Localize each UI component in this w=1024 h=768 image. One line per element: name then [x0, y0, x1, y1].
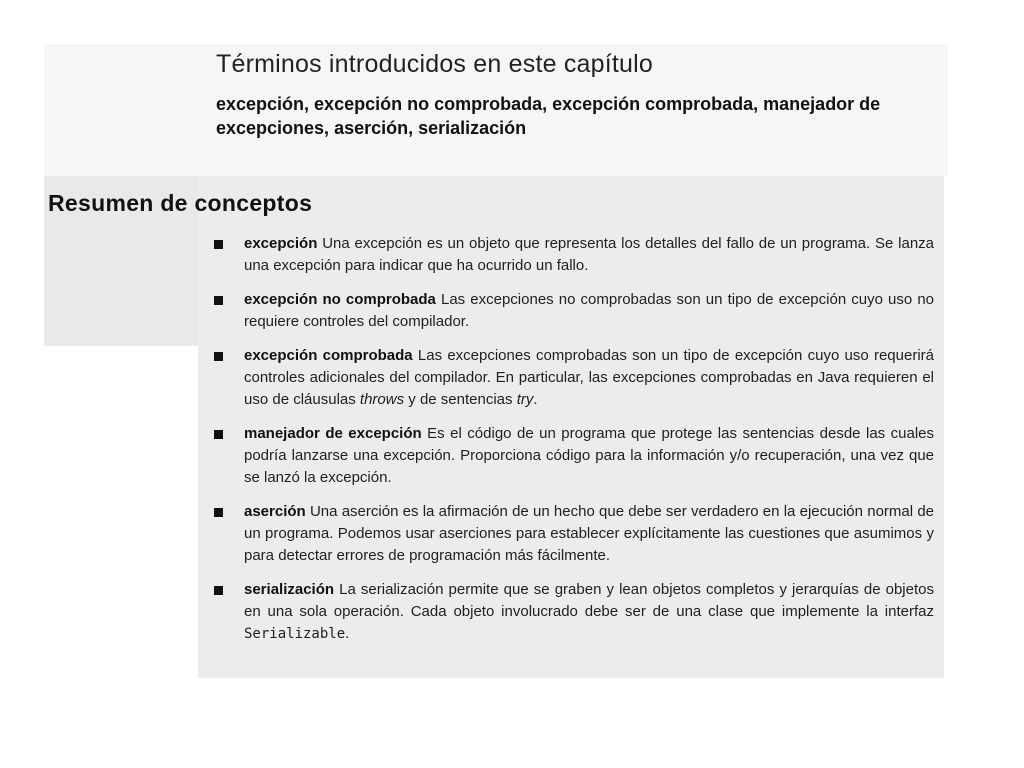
- concept-term: aserción: [244, 503, 306, 520]
- concept-item-excepcion-no-comprobada: [212, 289, 934, 333]
- terms-heading: Términos introducidos en este capítulo: [216, 50, 653, 78]
- concept-description-middle: y de sentencias: [408, 391, 513, 408]
- square-bullet-icon: [214, 430, 223, 439]
- concept-list: [212, 233, 934, 657]
- sentence-end: .: [533, 391, 538, 408]
- concept-item-excepcion-comprobada: [212, 345, 934, 411]
- keyword-throws: throws: [359, 391, 405, 408]
- concept-description: Es el código de un programa que protege las sentencias desde las cuales podría lanzarse una excepción. Proporciona código para la información y/o recuperación, una vez que se lanzó la excepción.: [244, 425, 934, 486]
- concept-description: La serialización permite que se graben y lean objetos completos y jerarquías de objetos en una sola operación. Cada objeto involucrado debe ser de una clase que implemente la interfaz: [244, 581, 934, 620]
- concept-term: excepción comprobada: [244, 347, 413, 364]
- concept-item-asercion: [212, 501, 934, 567]
- concept-item-excepcion: [212, 233, 934, 277]
- keyword-try: try: [516, 391, 534, 408]
- concept-item-serializacion: [212, 579, 934, 645]
- concept-term: manejador de excepción: [244, 425, 422, 442]
- summary-heading: Resumen de conceptos: [48, 190, 313, 216]
- concept-term: excepción no comprobada: [244, 291, 436, 308]
- square-bullet-icon: [214, 240, 223, 249]
- square-bullet-icon: [214, 296, 223, 305]
- concept-item-manejador-de-excepcion: [212, 423, 934, 489]
- square-bullet-icon: [214, 586, 223, 595]
- concept-description: Las excepciones comprobadas son un tipo de excepción cuyo uso requerirá controles adicionales del compilador. En particular, las excepciones comprobadas en Java requieren el uso de cláusulas: [244, 347, 934, 408]
- concept-term: excepción: [244, 235, 318, 252]
- concept-description: Una excepción es un objeto que representa los detalles del fallo de un programa. Se lanza una excepción para indicar que ha ocurrido un fallo.: [244, 235, 935, 274]
- code-serializable: Serializable: [244, 626, 346, 642]
- sentence-end: .: [345, 625, 350, 642]
- terms-list: excepción, excepción no comprobada, excepción comprobada, manejador de excepciones, aserción, serialización: [216, 94, 881, 138]
- concept-description: Las excepciones no comprobadas son un tipo de excepción cuyo uso no requiere controles del compilador.: [244, 291, 934, 330]
- square-bullet-icon: [214, 352, 223, 361]
- concept-description: Una aserción es la afirmación de un hecho que debe ser verdadero en la ejecución normal de un programa. Podemos usar aserciones para establecer explícitamente las cuestiones que asumimos y para detectar errores de programación más fácilmente.: [244, 503, 935, 564]
- square-bullet-icon: [214, 508, 223, 517]
- concept-term: serialización: [244, 581, 335, 598]
